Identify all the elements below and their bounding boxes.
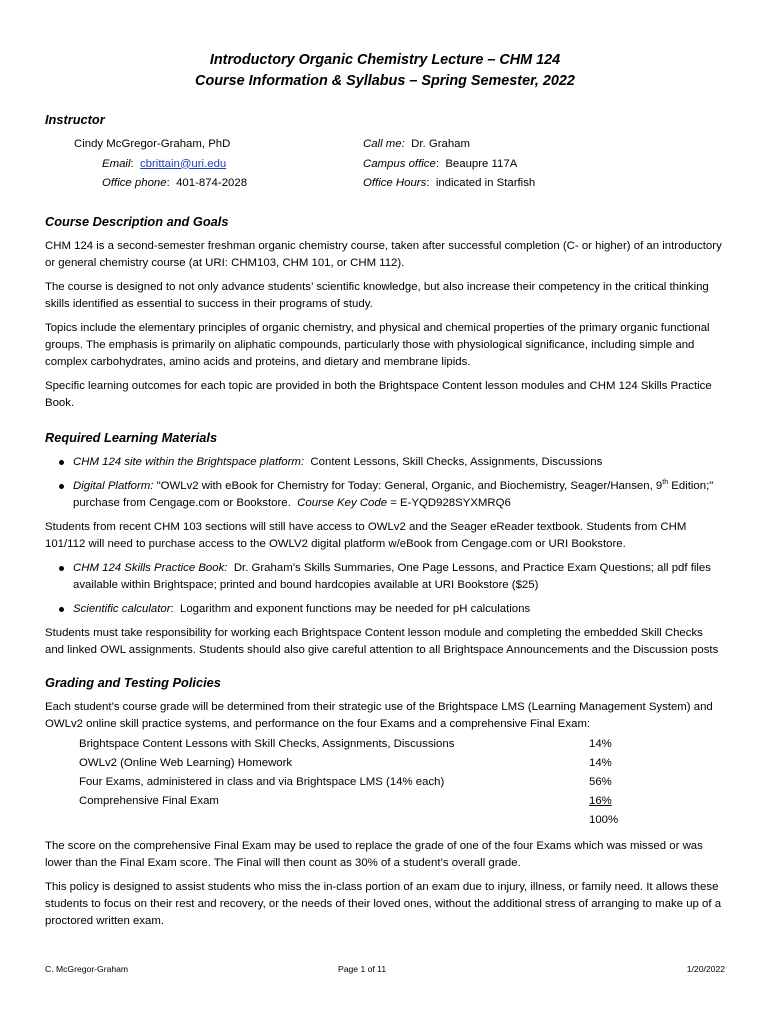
access-paragraph: Students from recent CHM 103 sections will still have access to OWLv2 and the Seager eReader textbook. Students from CHM 101/112 will need to purchase access to the OWLV2 digital platform w/eBook from Cengage.com or URI Bookstore. [45, 521, 687, 550]
description-paragraph-1: CHM 124 is a second-semester freshman organic chemistry course, taken after successful completion (C- or higher) of an introductory or general chemistry course (at URI: CHM103, CHM 101, or CHM 112). [45, 240, 722, 269]
grade-component: OWLv2 (Online Web Learning) Homework [79, 757, 293, 769]
footer-page-number: Page 1 of 11 [338, 964, 387, 974]
office-hours-line: Office Hours: indicated in Starfish [363, 177, 536, 189]
grade-component: Four Exams, administered in class and via Brightspace LMS (14% each) [79, 776, 445, 788]
superscript: th [662, 479, 669, 487]
description-paragraph-4: Specific learning outcomes for each topic are provided in both the Brightspace Content lesson modules and CHM 124 Skills Practice Book. [45, 380, 712, 409]
table-row [45, 773, 725, 792]
course-key-label: Course Key Code [297, 497, 388, 509]
learning-materials-heading: Required Learning Materials [45, 430, 218, 445]
description-paragraph-2: The course is designed to not only advance students’ scientific knowledge, but also increase their competency in the critical thinking skills identified as essential to success in their programs of study. [45, 281, 709, 310]
final-exam-paragraph: The score on the comprehensive Final Exam may be used to replace the grade of one of the four Exams which was missed or was lower than the Final Exam score. The Final will then count as 30% of a student’s overall grade. [45, 840, 703, 869]
title-line-1: Introductory Organic Chemistry Lecture – CHM 124 [209, 52, 561, 68]
table-row [45, 735, 725, 754]
grade-total: 100% [589, 814, 619, 826]
course-description-heading: Course Description and Goals [45, 214, 229, 229]
table-row [45, 754, 725, 773]
bullet-text: "OWLv2 with eBook for Chemistry for Today: General, Organic, and Biochemistry, Seager/Hansen, 9 [156, 480, 663, 492]
office-hours-label: Office Hours [363, 177, 427, 189]
bullet-label: Scientific calculator [73, 603, 171, 615]
document-title [45, 50, 725, 92]
office-hours-value: indicated in Starfish [435, 177, 536, 189]
grade-percent: 14% [589, 738, 612, 750]
bullet-text: Content Lessons, Skill Checks, Assignments, Discussions [310, 456, 603, 468]
bullet-text: Edition;" purchase from Cengage.com or Bookstore. [73, 480, 714, 509]
list-item [45, 560, 725, 594]
responsibility-paragraph: Students must take responsibility for working each Brightspace Content lesson module and completing the embedded Skill Checks and linked OWL assignments. Students should also give careful attention to all Brightspace Announcements and the Discussion posts [45, 627, 719, 656]
bullet-text: Dr. Graham’s Skills Summaries, One Page Lessons, and Practice Exam Questions; all pdf files available within Brightspace; printed and bound hardcopies available at URI Bookstore ($25) [73, 562, 711, 591]
campus-office-line: Campus office: Beaupre 117A [363, 157, 518, 170]
grade-component: Comprehensive Final Exam [79, 795, 219, 807]
footer-author: C. McGregor-Graham [45, 964, 129, 974]
grade-percent: 56% [589, 776, 612, 788]
course-key-code: = E-YQD928SYXMRQ6 [390, 497, 511, 509]
instructor-name: Cindy McGregor-Graham, PhD [74, 138, 231, 150]
call-me-line [363, 135, 535, 155]
policy-paragraph: This policy is designed to assist students who miss the in-class portion of an exam due to injury, illness, or family need. It allows these students to focus on their rest and recovery, or the needs of their loved ones, without the additional stress of arranging to make up of a proctored written exam. [45, 881, 722, 927]
list-item: Scientific calculator: Logarithm and exponent functions may be needed for pH calculations [45, 601, 725, 618]
list-item [45, 454, 725, 471]
bullet-text: Logarithm and exponent functions may be needed for pH calculations [180, 603, 531, 615]
grading-heading: Grading and Testing Policies [45, 675, 221, 690]
call-me-label: Call me: [363, 138, 405, 150]
instructor-block [45, 135, 725, 199]
grade-percent: 14% [589, 757, 612, 769]
title-line-2: Course Information & Syllabus – Spring Semester, 2022 [195, 73, 575, 89]
bullet-label: Digital Platform: [73, 480, 154, 492]
instructor-phone-line: Office phone: 401-874-2028 [102, 177, 248, 189]
list-item [45, 478, 725, 512]
materials-list-2 [45, 560, 725, 618]
syllabus-page [45, 0, 725, 930]
grade-component: Brightspace Content Lessons with Skill Checks, Assignments, Discussions [79, 738, 455, 750]
bullet-label: CHM 124 site within the Brightspace platform: [73, 456, 305, 468]
materials-list-1 [45, 454, 725, 512]
table-row [45, 792, 725, 811]
instructor-email-line: Email: cbrittain@uri.edu [102, 157, 227, 170]
total-row [45, 811, 725, 830]
footer-date: 1/20/2022 [686, 964, 725, 974]
campus-office-label: Campus office [363, 157, 436, 170]
instructor-email-link[interactable]: cbrittain@uri.edu [139, 157, 227, 170]
grade-percent: 16% [589, 795, 612, 807]
bullet-label: CHM 124 Skills Practice Book: [73, 562, 228, 574]
grade-table [45, 735, 725, 830]
grading-intro: Each student’s course grade will be determined from their strategic use of the Brightspace LMS (Learning Management System) and OWLv2 online skill practice systems, and performance on the four Exams and a comprehensive Final Exam: [45, 701, 713, 730]
instructor-phone: 401-874-2028 [176, 177, 248, 189]
instructor-heading: Instructor [45, 112, 105, 127]
call-me-value: Dr. Graham [411, 138, 470, 150]
phone-label: Office phone [102, 177, 167, 189]
campus-office-value: Beaupre 117A [445, 157, 518, 170]
email-label: Email [102, 157, 131, 170]
description-paragraph-3: Topics include the elementary principles of organic chemistry, and physical and chemical properties of the primary organic functional groups. The emphasis is primarily on aliphatic compounds, particularly those with physiological significance, including simple and complex carbohydrates, amino acids and proteins, and dietary and membrane lipids. [45, 322, 710, 368]
